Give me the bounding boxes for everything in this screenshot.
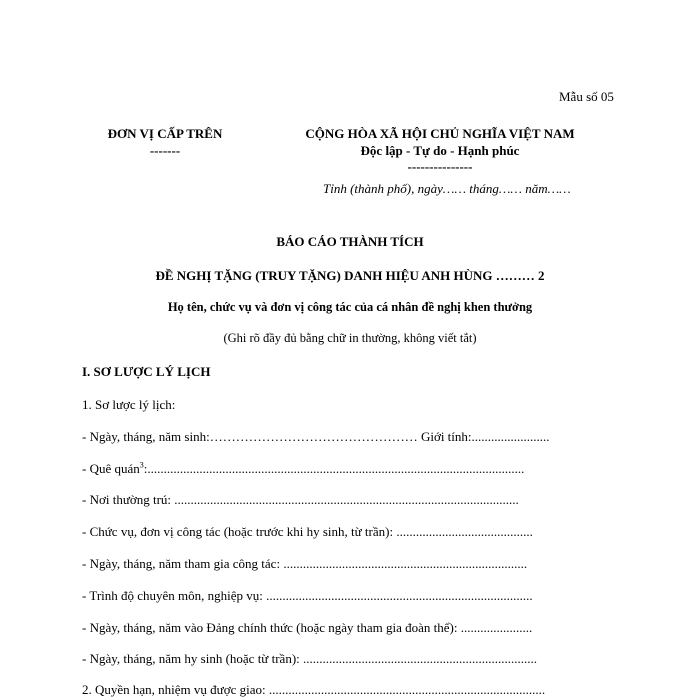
form-number: Mẫu số 05: [559, 89, 614, 104]
position-line: - Chức vụ, đơn vị công tác (hoặc trước khi hy sinh, từ trần): ..........................................: [82, 524, 533, 539]
footnote-marker: 3: [139, 460, 144, 470]
hometown-dots: :....................................................................................................................: [143, 461, 525, 476]
issuing-authority-title: ĐƠN VỊ CẤP TRÊN: [107, 126, 223, 141]
death-date-line: - Ngày, tháng, năm hy sinh (hoặc từ trần): ........................................................................: [82, 651, 538, 666]
place-date-line: Tỉnh (thành phố), ngày…… tháng…… năm……: [323, 181, 571, 196]
hometown-line: [82, 461, 524, 477]
subject-line: Họ tên, chức vụ và đơn vị công tác của cá nhân đề nghị khen thưởng: [167, 300, 533, 314]
issuing-authority-rule: -------: [149, 143, 181, 158]
hometown-label: - Quê quán: [82, 461, 140, 476]
residence-line: - Nơi thường trú: ..........................................................................................................: [82, 492, 519, 507]
item-2-line: 2. Quyền hạn, nhiệm vụ được giao: .....................................................................................: [82, 682, 546, 697]
national-rule: ---------------: [407, 159, 473, 174]
party-line: - Ngày, tháng, năm vào Đảng chính thức (hoặc ngày tham gia đoàn thể): ......................: [82, 620, 533, 635]
national-motto: Độc lập - Tự do - Hạnh phúc: [360, 143, 520, 158]
subject-note: (Ghi rõ đầy đủ bằng chữ in thường, không viết tắt): [223, 331, 477, 345]
proposal-title: ĐỀ NGHỊ TẶNG (TRUY TẶNG) DANH HIỆU ANH HÙNG ……… 2: [155, 268, 545, 283]
birth-date-line: - Ngày, tháng, năm sinh:………………………………………… Giới tính:........................: [82, 429, 550, 444]
expertise-line: - Trình độ chuyên môn, nghiệp vụ: ..................................................................................: [82, 588, 533, 603]
report-title: BÁO CÁO THÀNH TÍCH: [276, 234, 424, 249]
item-1-label: 1. Sơ lược lý lịch:: [82, 397, 176, 412]
section-heading: I. SƠ LƯỢC LÝ LỊCH: [82, 364, 211, 379]
work-start-line: - Ngày, tháng, năm tham gia công tác: ...........................................................................: [82, 556, 528, 571]
national-title: CỘNG HÒA XÃ HỘI CHỦ NGHĨA VIỆT NAM: [305, 126, 575, 141]
